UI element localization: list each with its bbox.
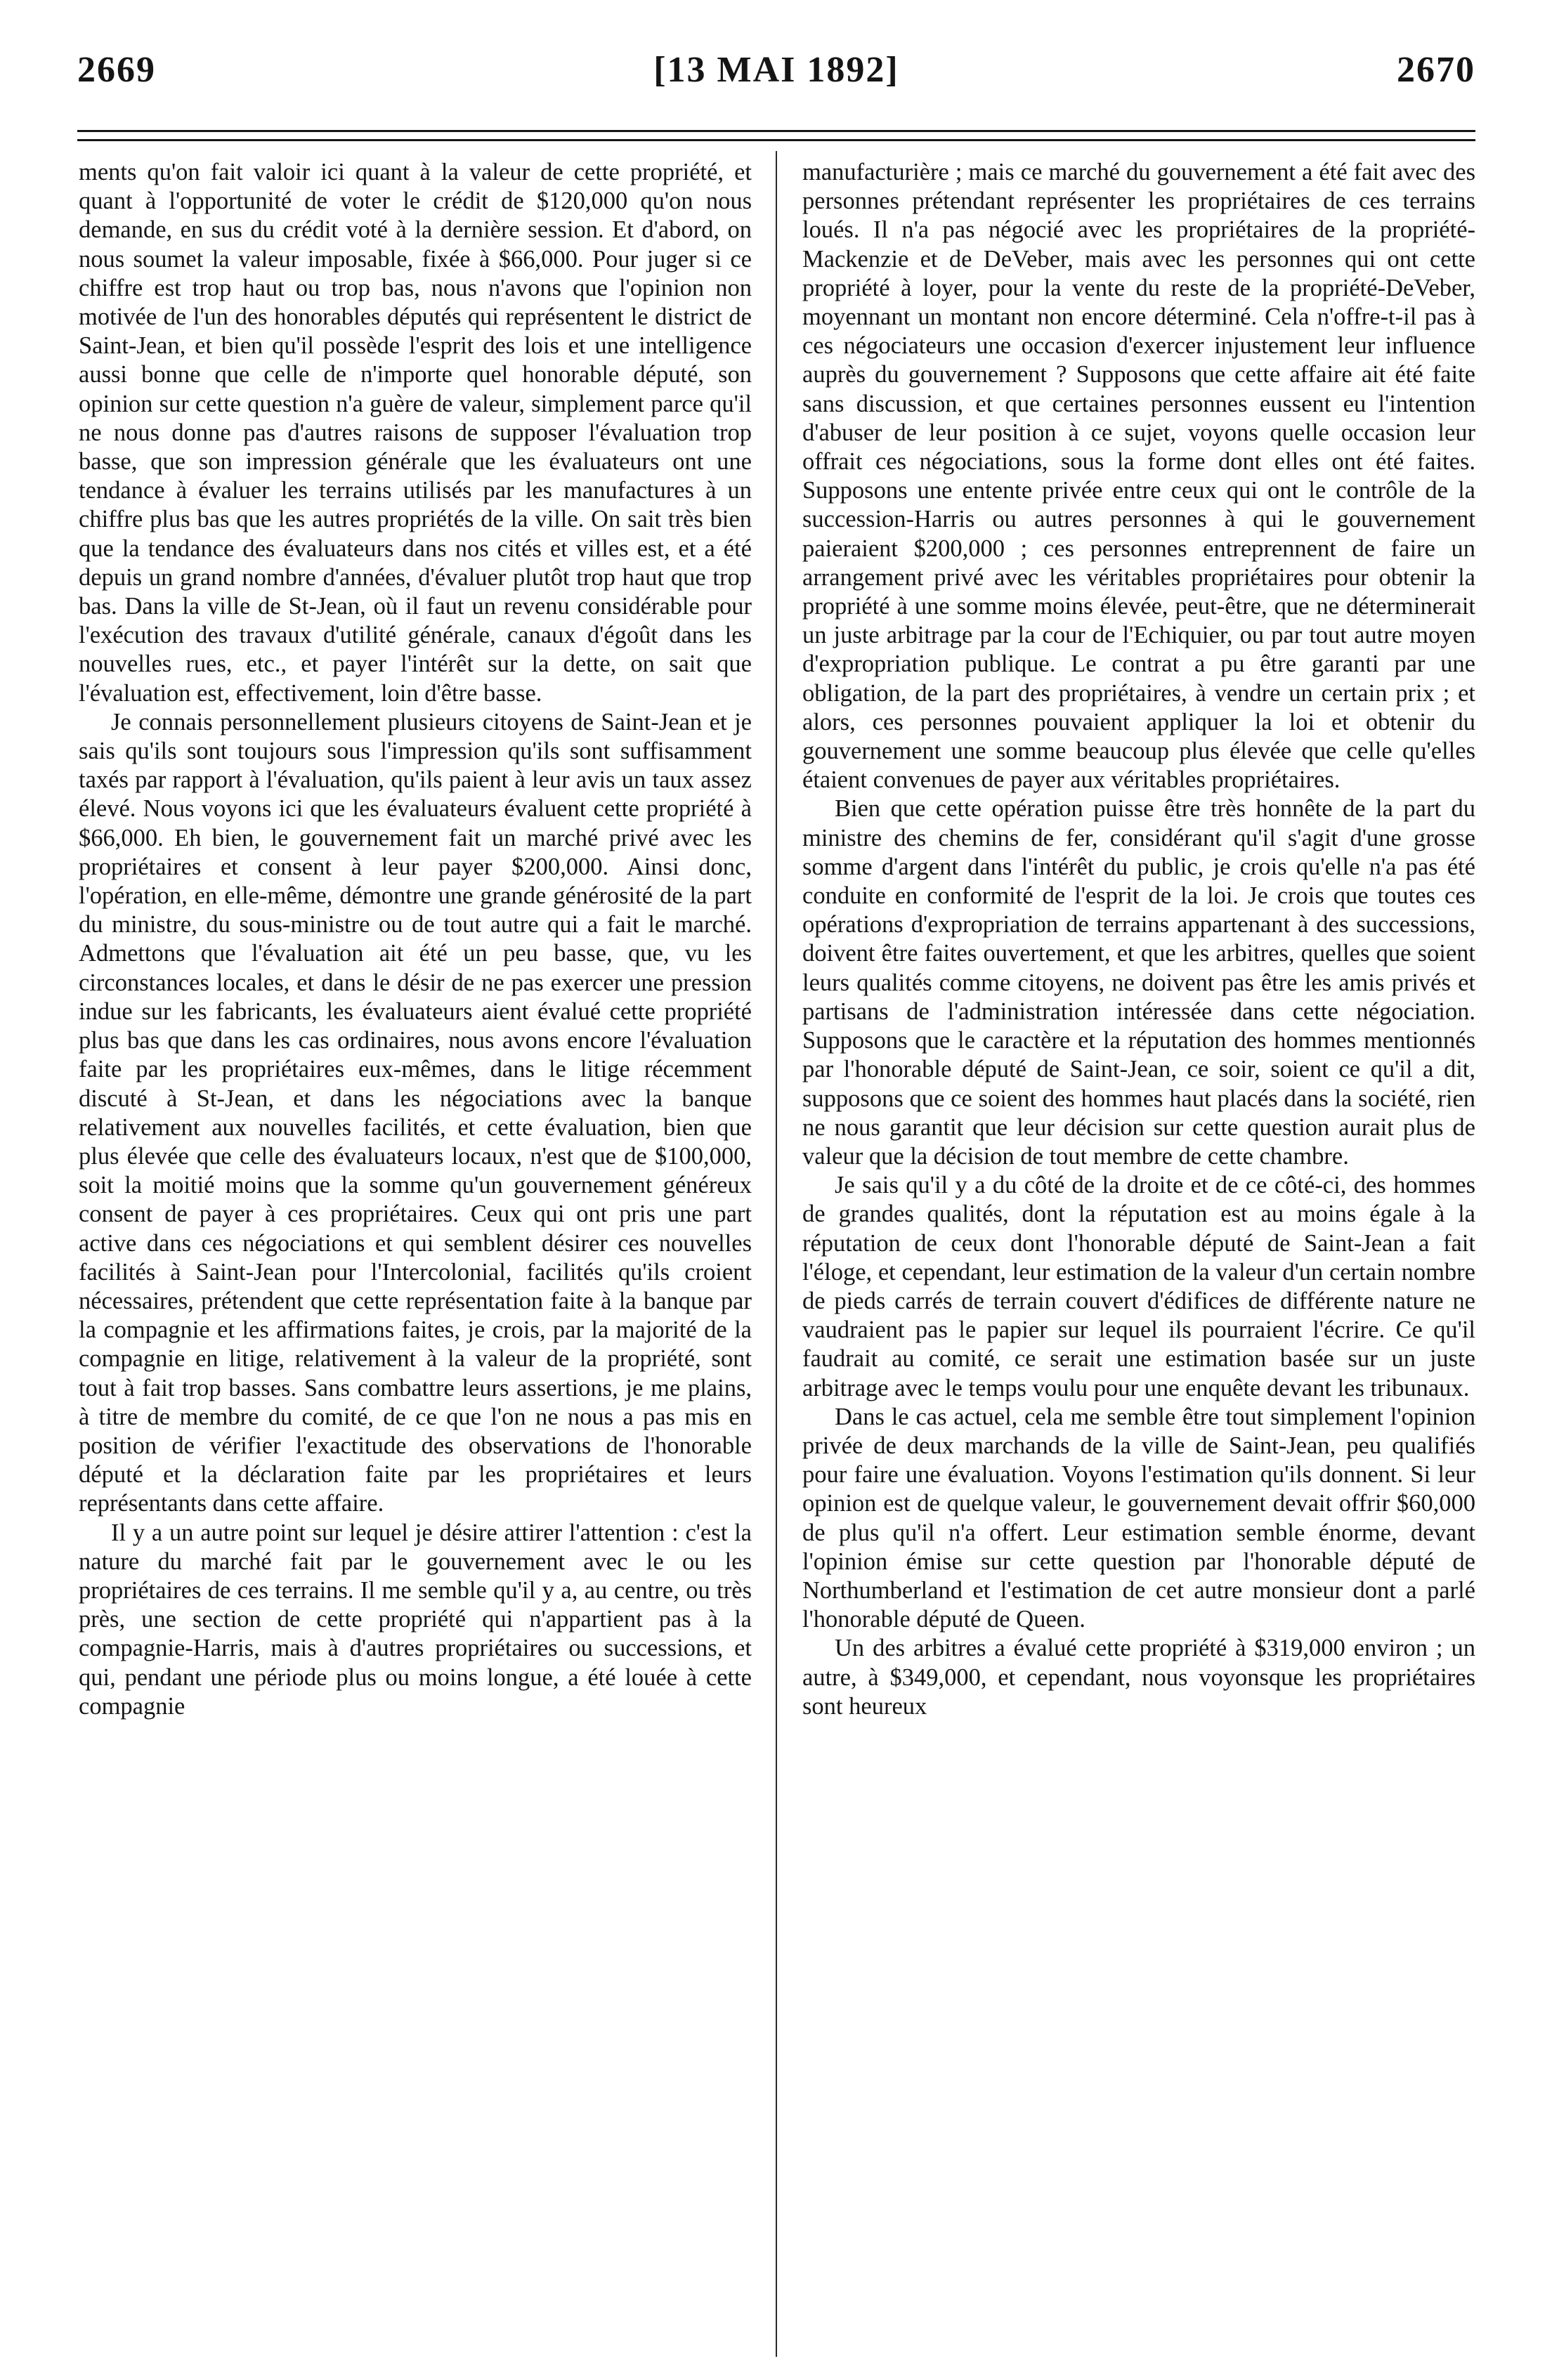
left-paragraph-3: Il y a un autre point sur lequel je désire attirer l'attention : c'est la nature du marché fait par le gouvernement avec le ou les propriétaires de ces terrains. Il me semble qu'il y a, au centre, ou très près, une section de cette propriété qui n'appartient pas à la compagnie-Harris, mais à d'autres propriétaires ou successions, et qui, pendant une période plus ou moins longue, a été louée à cette compagnie — [79, 1519, 752, 1720]
right-column — [802, 158, 1475, 2350]
left-paragraph-1: ments qu'on fait valoir ici quant à la valeur de cette propriété, et quant à l'opportunité de voter le crédit de $120,000 qu'on nous demande, en sus du crédit voté à la dernière session. Et d'abord, on nous soumet la valeur imposable, fixée à $66,000. Pour juger si ce chiffre est trop haut ou trop bas, nous n'avons que l'opinion non motivée de l'un des honorables députés qui représentent le district de Saint-Jean, et bien qu'il possède l'esprit des lois et une intelligence aussi bonne que celle de n'importe quel honorable député, son opinion sur cette question n'a guère de valeur, simplement parce qu'il ne nous donne pas d'autres raisons de supposer l'évaluation trop basse, que son impression générale que les évaluateurs ont une tendance à évaluer les terrains utilisés par les manufactures à un chiffre plus bas que les autres propriétés de la ville. On sait très bien que la tendance des évaluateurs dans nos cités et villes est, et a été depuis un grand nombre d'années, d'évaluer plutôt trop haut que trop bas. Dans la ville de St-Jean, où il faut un revenu considérable pour l'exécution des travaux d'utilité générale, canaux d'égoût dans les nouvelles rues, etc., et payer l'intérêt sur la dette, on sait que l'évaluation est, effectivement, loin d'être basse. — [79, 159, 752, 707]
column-divider — [776, 151, 777, 2357]
right-paragraph-3: Je sais qu'il y a du côté de la droite et de ce côté-ci, des hommes de grandes qualités, dont la réputation est au moins égale à la réputation de ceux dont l'honorable député de Saint-Jean a fait l'éloge, et cependant, leur estimation de la valeur d'un certain nombre de pieds carrés de terrain couvert d'édifices de différente nature ne vaudraient pas le papier sur lequel ils pourraient l'écrire. Ce qu'il faudrait au comité, ce serait une estimation basée sur un juste arbitrage avec le temps voulu pour une enquête devant les tribunaux. — [802, 1172, 1475, 1401]
header-rule-bottom — [77, 139, 1475, 141]
right-paragraph-2: Bien que cette opération puisse être très honnête de la part du ministre des chemins de fer, considérant qu'il s'agit d'une grosse somme d'argent dans l'intérêt du public, je crois qu'elle n'a pas été conduite en conformité de l'esprit de la loi. Je crois que toutes ces opérations d'expropriation de terrains appartenant à des successions, doivent être faites ouvertement, et que les arbitres, quelles que soient leurs qualités comme citoyens, ne doivent pas être les amis privés et partisans de l'administration intéressée dans cette négociation. Supposons que le caractère et la réputation des hommes mentionnés par l'honorable député de Saint-Jean, ce soir, soient ce qu'il a dit, supposons que ce soient des hommes haut placés dans la société, rien ne nous garantit que leur décision sur cette question aurait plus de valeur que la décision de tout membre de cette chambre. — [802, 795, 1475, 1170]
left-column — [79, 158, 752, 2350]
header-rule-top — [77, 130, 1475, 132]
page-header — [77, 49, 1475, 105]
right-paragraph-4: Dans le cas actuel, cela me semble être tout simplement l'opinion privée de deux marchands de la ville de Saint-Jean, peu qualifiés pour faire une évaluation. Voyons l'estimation qu'ils donnent. Si leur opinion est de quelque valeur, le gouvernement devait offrir $60,000 de plus qu'il n'a offert. Leur estimation semble énorme, devant l'opinion émise sur cette question par l'honorable député de Northumberland et l'estimation de cet autre monsieur dont a parlé l'honorable député de Queen. — [802, 1403, 1475, 1633]
right-page-number: 2670 — [1397, 50, 1475, 90]
left-paragraph-2: Je connais personnellement plusieurs citoyens de Saint-Jean et je sais qu'ils sont toujours sous l'impression qu'ils sont suffisamment taxés par rapport à l'évaluation, qu'ils paient à leur avis un taux assez élevé. Nous voyons ici que les évaluateurs évaluent cette propriété à $66,000. Eh bien, le gouvernement fait un marché privé avec les propriétaires et consent à leur payer $200,000. Ainsi donc, l'opération, en elle-même, démontre une grande générosité de la part du ministre, du sous-ministre ou de tout autre qui a fait le marché. Admettons que l'évaluation ait été un peu basse, que, vu les circonstances locales, et dans le désir de ne pas exercer une pression indue sur les fabricants, les évaluateurs aient évalué cette propriété plus bas que dans les cas ordinaires, nous avons encore l'évaluation faite par les propriétaires eux-mêmes, dans le litige récemment discuté à St-Jean, et dans les négociations avec la banque relativement aux nouvelles facilités, et cette évaluation, bien que plus élevée que celle des évaluateurs locaux, n'est que de $100,000, soit la moitié moins que la somme qu'un gouvernement généreux consent de payer à ces propriétaires. Ceux qui ont pris une part active dans ces négociations et qui semblent désirer ces nouvelles facilités à Saint-Jean pour l'Intercolonial, facilités qu'ils croient nécessaires, prétendent que cette représentation faite à la banque par la compagnie et les affirmations faites, je crois, par la majorité de la compagnie en litige, relativement à la valeur de la propriété, sont tout à fait trop basses. Sans combattre leurs assertions, je me plains, à titre de membre du comité, de ce que l'on ne nous a pas mis en position de vérifier l'exactitude des observations de l'honorable député et la déclaration faite par les propriétaires et leurs représentants dans cette affaire. — [79, 708, 752, 1517]
right-paragraph-5: Un des arbitres a évalué cette propriété à $319,000 environ ; un autre, à $349,000, et cependant, nous voyonsque les propriétaires sont heureux — [802, 1635, 1475, 1720]
right-paragraph-1: manufacturière ; mais ce marché du gouvernement a été fait avec des personnes prétendant représenter les propriétaires de ces terrains loués. Il n'a pas négocié avec les propriétaires de la propriété-Mackenzie et de DeVeber, mais avec les personnes qui ont cette propriété à loyer, pour la vente du reste de la propriété-DeVeber, moyennant un montant non encore déterminé. Cela n'offre-t-il pas à ces négociateurs une occasion d'exercer injustement leur influence auprès du gouvernement ? Supposons que cette affaire ait été faite sans discussion, et que certaines personnes eussent eu l'intention d'abuser de leur position à ce sujet, voyons quelle occasion leur offrait ces négociations, sous la forme dont elles ont été faites. Supposons une entente privée entre ceux qui ont le contrôle de la succession-Harris ou autres personnes à qui le gouvernement paieraient $200,000 ; ces personnes entreprennent de faire un arrangement privé avec les véritables propriétaires pour obtenir la propriété à une somme moins élevée, peut-être, que ne déterminerait un juste arbitrage par la cour de l'Echiquier, ou par tout autre moyen d'expropriation publique. Le contrat a pu être garanti par une obligation, de la part des propriétaires, à vendre un certain prix ; et alors, ces personnes pouvaient appliquer la loi et obtenir du gouvernement une somme beaucoup plus élevée que celle qu'elles étaient convenues de payer aux véritables propriétaires. — [802, 159, 1475, 794]
header-date: [13 MAI 1892] — [653, 50, 899, 90]
left-page-number: 2669 — [77, 50, 156, 90]
